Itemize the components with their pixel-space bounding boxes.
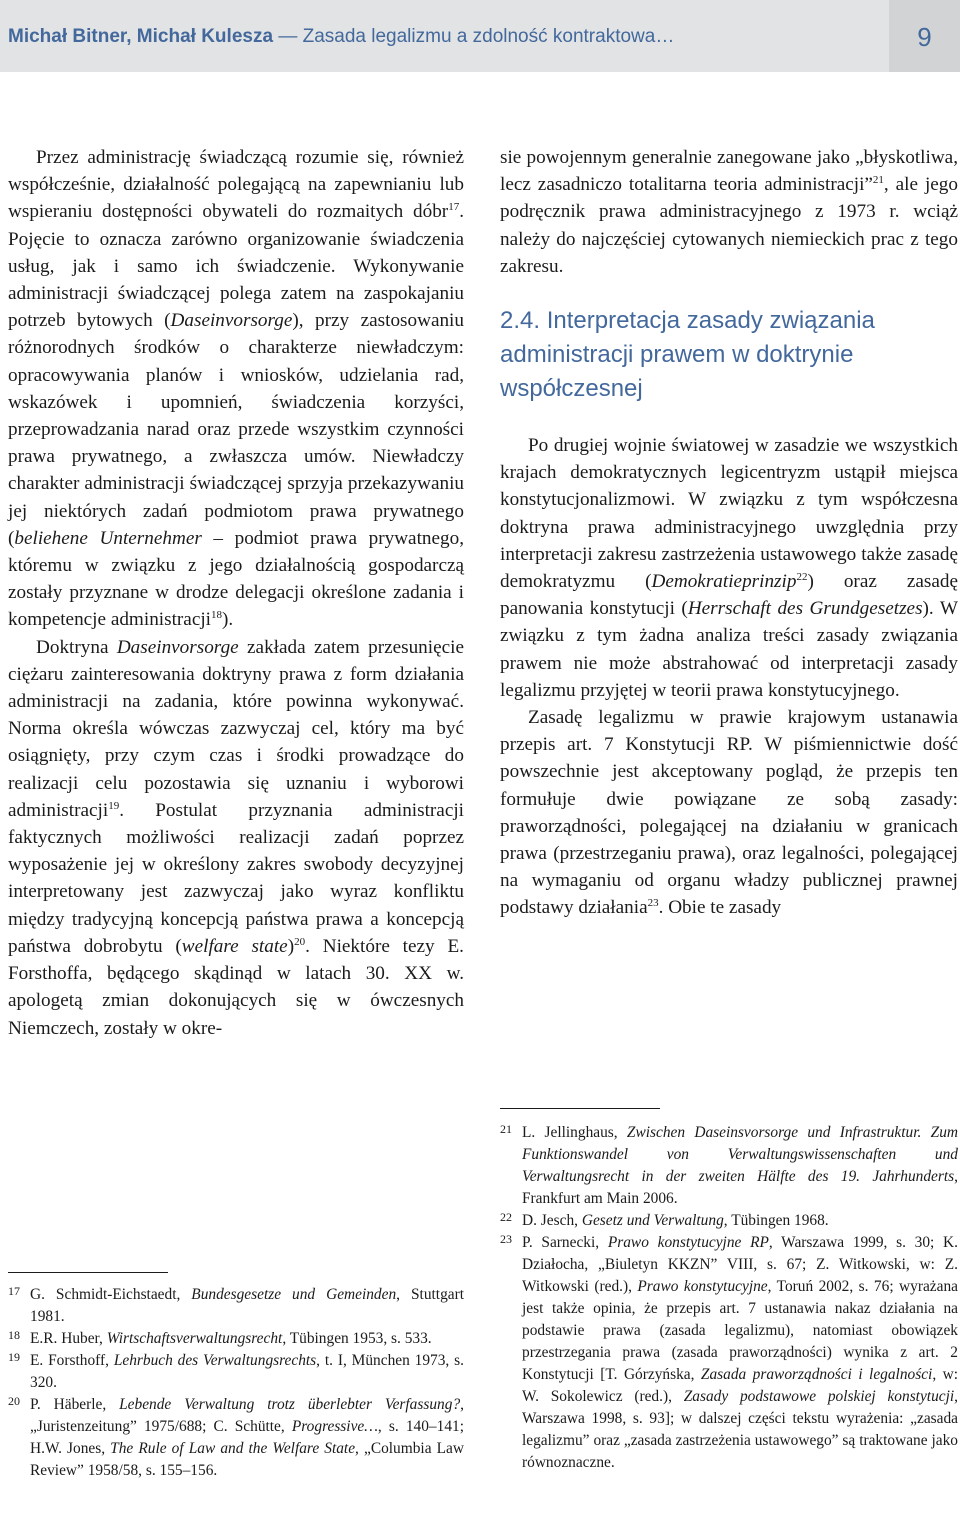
right-paragraph-3: Zasadę legalizmu w prawie krajowym ustanawia przepis art. 7 Konstytucji RP. W piśmiennictwie dość powszechnie jest akceptowany pogląd, że przepis ten formułuje dwie powiązane ze sobą zasady: praworządności, polegającej na działaniu w granicach prawa (przestrzeganiu prawa), oraz legalności, polegającej na wymaganiu od organu władzy publicznej prawnej podstawy działania$^{23}$. Obie te zasady: [500, 707, 958, 919]
right-column: [500, 144, 958, 922]
right-paragraph-2: Po drugiej wojnie światowej w zasadzie we wszystkich krajach demokratycznych legicentryzm ustąpił miejsca konstytucjonalizmowi. W związku z tym współczesna doktryna prawa administracyjnego uwzględnia przy interpretacji zakresu zastrzeżenia ustawowego także zasadę demokratyzmu (Demokratieprinzip$^{22}$) oraz zasadę panowania konstytucji (Herrschaft des Grundgesetzes). W związku z tym żadna analiza treści zasady związania prawem nie może abstrahować od interpretacji zasady legalizmu przyjętej w teorii prawa konstytucyjnego.: [500, 435, 959, 701]
footnote-19: 19 E. Forsthoff, Lehrbuch des Verwaltungsrechts, t. I, München 1973, s. 320.: [8, 1350, 464, 1391]
footnote-18: 18 E.R. Huber, Wirtschaftsverwaltungsrecht, Tübingen 1953, s. 533.: [8, 1328, 432, 1347]
left-paragraph-1: Przez administrację świadczącą rozumie się, również współcześnie, działalność polegającą na zapewnianiu lub wspieraniu dostępności obywateli do rozmaitych dóbr$^{17}$. Pojęcie to oznacza zarówno organizowanie świadczenia usług, jak i samo ich świadczenie. Wykonywanie administracji świadczącej polega zatem na zaspokajaniu potrzeb bytowych (Daseinvorsorge), przy zastosowaniu różnorodnych środków o charakterze niewładczym: opracowywania planów i wniosków, udzielania rad, wskazówek i upomnień, świadczenia korzyści, przeprowadzania narad oraz przede wszystkim czynności prawa prywatnego, a zwłaszcza umów. Niewładczy charakter administracji świadczącej sprzyja przekazywaniu jej niektórych zadań podmiotom prawa prywatnego (beliehene Unternehmer – podmiot prawa prywatnego, któremu w związku z jego działalnością gospodarczą zostały przyznane w drodze delegacji określone zadania i kompetencje administracji$^{18}$).: [8, 147, 464, 631]
footnote-ref-17[interactable]: 17: [448, 201, 460, 214]
section-heading: 2.4. Interpretacja zasady związania administracji prawem w doktrynie współczesnej: [500, 307, 875, 403]
right-paragraph-1: sie powojennym generalnie zanegowane jako „błyskotliwa, lecz zasadniczo totalitarna teoria administracji”$^{21}$, ale jego podręcznik prawa administracyjnego z 1973 r. wciąż należy do najczęściej cytowanych niemieckich prac z tego zakresu.: [500, 147, 958, 277]
header-authors: Michał Bitner, Michał Kulesza: [8, 26, 274, 47]
footnote-ref-18[interactable]: 18: [211, 609, 222, 622]
header-title: [8, 26, 868, 48]
footnotes-left: [8, 1284, 464, 1482]
footnote-21: 21 L. Jellinghaus, Zwischen Daseinsvorsorge und Infrastruktur. Zum Funktionswandel von Verwaltungswissenschaften und Verwaltungsrecht in der zweiten Hälfte des 19. Jahrhunderts, Frankfurt am Main 2006.: [500, 1122, 959, 1207]
page-number-box: [889, 0, 960, 72]
footnote-ref-22[interactable]: 22: [796, 571, 808, 584]
header-article-title: Zasada legalizmu a zdolność kontraktowa…: [302, 26, 675, 47]
running-header: [0, 0, 960, 72]
footnote-ref-23[interactable]: 23: [647, 897, 659, 910]
footnote-20: 20 P. Häberle, Lebende Verwaltung trotz überlebter Verfassung?, „Juristenzeitung” 1975/688; C. Schütte, Progressive…, s. 140–141; H.W. Jones, The Rule of Law and the Welfare State, „Columbia Law Review” 1958/58, s. 155–156.: [8, 1394, 464, 1479]
header-separator: —: [278, 26, 298, 47]
footnote-22: 22 D. Jesch, Gesetz und Verwaltung, Tübingen 1968.: [500, 1210, 829, 1229]
footnote-ref-19[interactable]: 19: [108, 799, 120, 812]
left-column: [8, 144, 464, 1042]
footnote-23: 23 P. Sarnecki, Prawo konstytucyjne RP, Warszawa 1999, s. 30; K. Działocha, „Biuletyn KKZN” VIII, s. 67; Z. Witkowski, w: Z. Witkowski (red.), Prawo konstytucyjne, Toruń 2002, s. 76; wyrażana jest także opinia, że przepis art. 7 ustanawia nakaz działania na podstawie prawa (zasada legalizmu), natomiast obowiązek przestrzegania prawa (zasada praworządności) wynika z art. 2 Konstytucji [T. Górzyńska, Zasada praworządności i legalności, w: W. Sokolewicz (red.), Zasady podstawowe polskiej konstytucji, Warszawa 1998, s. 93]; w dalszej części tekstu wyrażenia: „zasada legalizmu” oraz „zasada zastrzeżenia ustawowego” są traktowane jako równoznaczne.: [500, 1232, 959, 1471]
footnotes-right: [500, 1122, 958, 1474]
left-paragraph-2: Doktryna Daseinvorsorge zakłada zatem przesunięcie ciężaru zainteresowania doktryny prawa z form działania administracji na zadania, które powinna wykonywać. Norma określa wówczas zazwyczaj cel, który ma być osiągnięty, przy czym czas i środki prowadzące do realizacji celu pozostawia się uznaniu i wyborowi administracji$^{19}$. Postulat przyznania administracji faktycznych możliwości realizacji zadań poprzez wyposażenie jej w określony zakres swobody decyzyjnej interpretowany jest zazwyczaj jako wyraz konfliktu między tradycyjną koncepcją państwa prawa a koncepcją państwa dobrobytu (welfare state)$^{20}$. Niektóre tezy E. Forsthoffa, będącego skądinąd w latach 30. XX w. apologetą zmian dokonujących się w ówczesnych Niemczech, zostały w okre-: [8, 636, 464, 1039]
footnote-rule-right: [500, 1108, 660, 1109]
footnote-ref-21[interactable]: 21: [872, 174, 884, 187]
page-number: 9: [917, 22, 932, 52]
footnote-17: 17 G. Schmidt-Eichstaedt, Bundesgesetze und Gemeinden, Stuttgart 1981.: [8, 1284, 464, 1325]
footnote-ref-20[interactable]: 20: [294, 935, 306, 948]
footnote-rule-left: [8, 1272, 168, 1273]
